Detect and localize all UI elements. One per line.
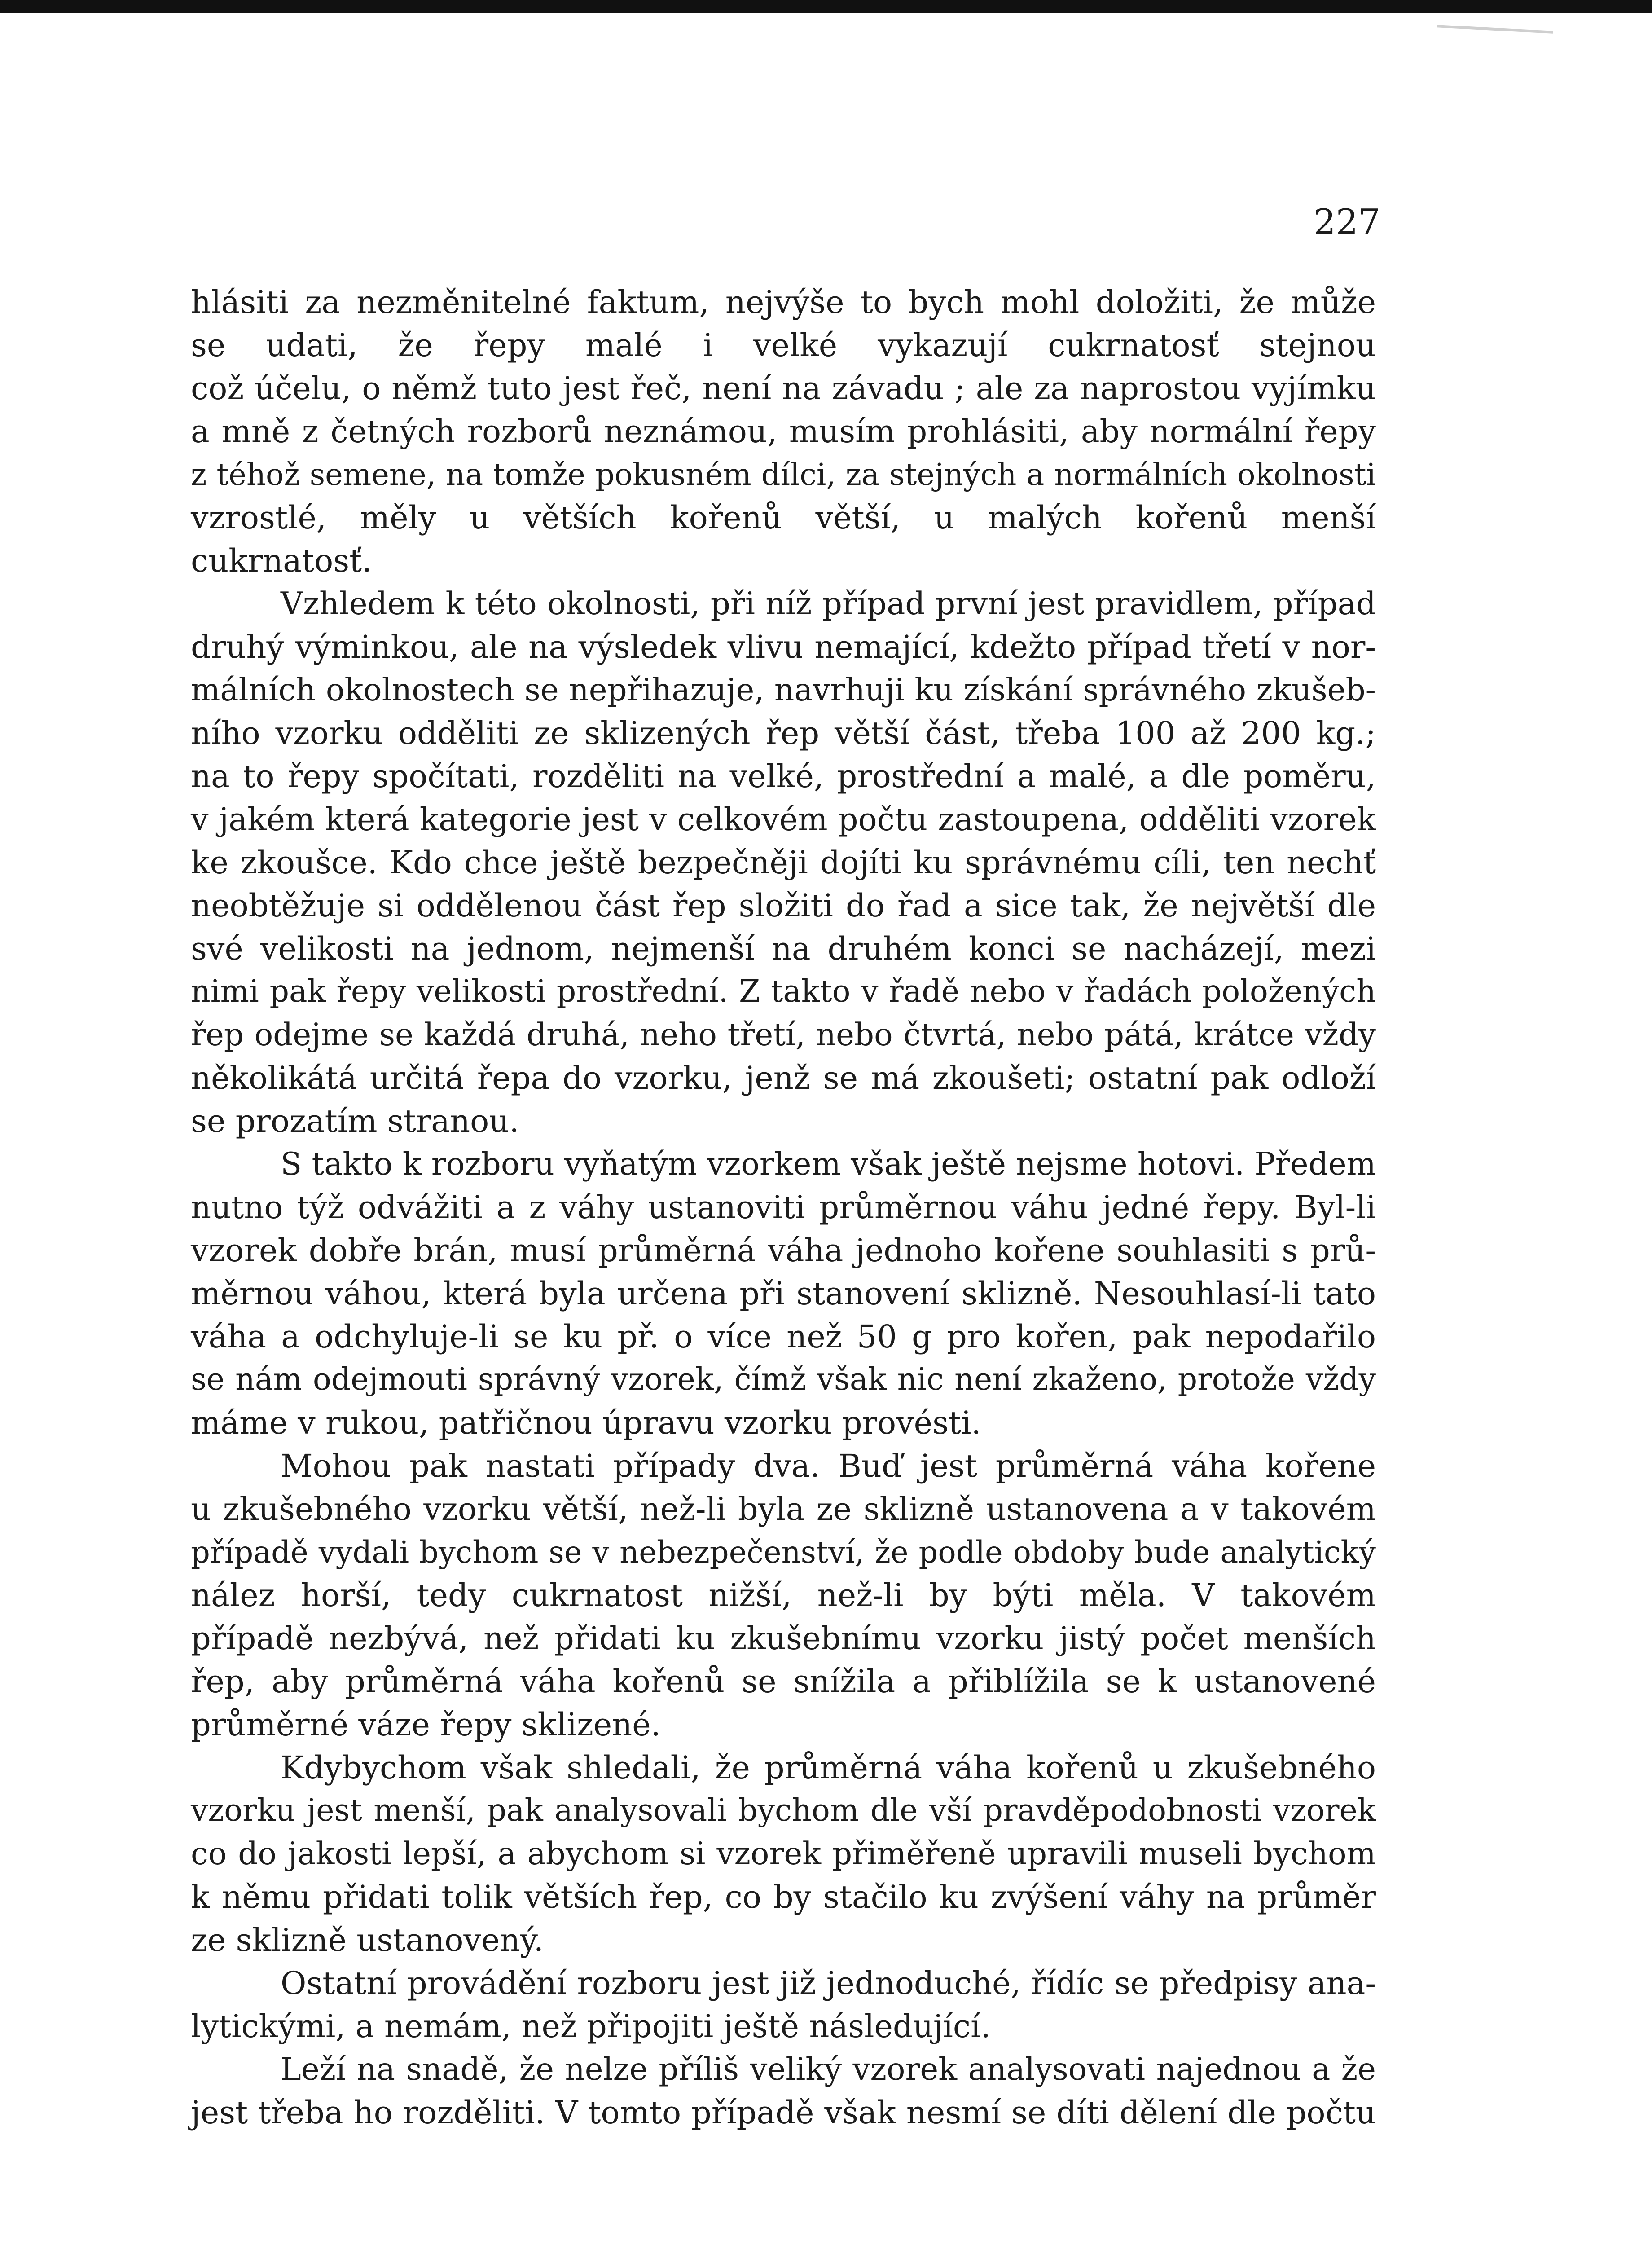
text-line: průměrné váze řepy sklizené. [191,1706,661,1743]
scan-top-border [0,0,1652,13]
text-line: v jakém která kategorie jest v celkovém počtu zastoupena, odděliti vzorek [191,801,1376,838]
text-line: na to řepy spočítati, rozděliti na velké, prostřední a malé, a dle poměru, [191,758,1376,795]
text-line: se udati, že řepy malé i velké vykazují cukrnatosť stejnou [191,327,1376,364]
text-line: jest třeba ho rozděliti. V tomto případě však nesmí se díti dělení dle počtu [191,2094,1376,2131]
text-line: hlásiti za nezměnitelné faktum, nejvýše to bych mohl doložiti, že může [191,284,1376,321]
text-line: Ostatní provádění rozboru jest již jednoduché, řídíc se předpisy ana- [281,1965,1376,2002]
text-line: se nám odejmouti správný vzorek, čímž však nic není zkaženo, protože vždy [191,1362,1376,1397]
text-line: Kdybychom však shledali, že průměrná váha kořenů u zkušebného [281,1749,1376,1786]
scan-edge-mark [1437,25,1553,34]
text-line: ze sklizně ustanovený. [191,1922,544,1959]
text-line: několikátá určitá řepa do vzorku, jenž se má zkoušeti; ostatní pak odloží [191,1060,1376,1096]
text-line: což účelu, o němž tuto jest řeč, není na závadu ; ale za naprostou vyjímku [191,370,1376,407]
text-line: Vzhledem k této okolnosti, při níž případ první jest pravidlem, případ [281,586,1376,622]
text-line: vzrostlé, měly u větších kořenů větší, u malých kořenů menší [191,499,1376,536]
text-line: k němu přidati tolik větších řep, co by stačilo ku zvýšení váhy na průměr [191,1879,1376,1915]
text-line: nimi pak řepy velikosti prostřední. Z takto v řadě nebo v řadách položených [191,974,1376,1009]
text-line: S takto k rozboru vyňatým vzorkem však ještě nejsme hotovi. Předem [281,1146,1376,1182]
text-line: své velikosti na jednom, nejmenší na druhém konci se nacházejí, mezi [191,930,1376,967]
text-line: Leží na snadě, že nelze příliš veliký vzorek analysovati najednou a že [281,2051,1376,2087]
text-line: máme v rukou, patřičnou úpravu vzorku provésti. [191,1404,981,1441]
text-line: vzorku jest menší, pak analysovali bychom dle vší pravděpodobnosti vzorek [191,1793,1376,1828]
text-line: co do jakosti lepší, a abychom si vzorek přiměřeně upravili museli bychom [191,1836,1376,1872]
page-body-text [191,281,1376,2134]
text-line: a mně z četných rozborů neznámou, musím prohlásiti, aby normální řepy [191,413,1376,450]
text-line: málních okolnostech se nepřihazuje, navrhuji ku získání správného zkušeb- [191,672,1376,708]
text-line: Mohou pak nastati případy dva. Buď jest průměrná váha kořene [281,1448,1376,1484]
text-line: případě vydali bychom se v nebezpečenství, že podle obdoby bude analytický [191,1535,1376,1570]
text-line: nutno týž odvážiti a z váhy ustanoviti průměrnou váhu jedné řepy. Byl-li [191,1189,1376,1226]
text-line: z téhož semene, na tomže pokusném dílci, za stejných a normálních okolnosti [191,457,1376,492]
text-line: váha a odchyluje-li se ku př. o více než 50 g pro kořen, pak nepodařilo [191,1318,1376,1355]
text-line: druhý výminkou, ale na výsledek vlivu nemající, kdežto případ třetí v nor- [191,629,1376,665]
text-line: ke zkoušce. Kdo chce ještě bezpečněji dojíti ku správnému cíli, ten nechť [191,844,1376,881]
text-line: ního vzorku odděliti ze sklizených řep větší část, třeba 100 až 200 kg.; [191,715,1376,752]
text-line: lytickými, a nemám, než připojiti ještě následující. [191,2008,991,2045]
text-line: řep odejme se každá druhá, neho třetí, nebo čtvrtá, nebo pátá, krátce vždy [191,1017,1376,1053]
text-line: neobtěžuje si oddělenou část řep složiti do řad a sice tak, že největší dle [191,887,1376,924]
text-line: nález horší, tedy cukrnatost nižší, než-li by býti měla. V takovém [191,1577,1376,1614]
page-number: 227 [1314,202,1380,242]
text-line: případě nezbývá, než přidati ku zkušebnímu vzorku jistý počet menších [191,1620,1376,1657]
text-line: vzorek dobře brán, musí průměrná váha jednoho kořene souhlasiti s prů- [191,1232,1376,1269]
text-line: řep, aby průměrná váha kořenů se snížila a přiblížila se k ustanovené [191,1663,1376,1700]
text-line: u zkušebného vzorku větší, než-li byla ze sklizně ustanovena a v takovém [191,1491,1376,1527]
text-line: se prozatím stranou. [191,1103,519,1140]
text-line: měrnou váhou, která byla určena při stanovení sklizně. Nesouhlasí-li tato [191,1275,1376,1312]
text-line: cukrnatosť. [191,542,372,579]
